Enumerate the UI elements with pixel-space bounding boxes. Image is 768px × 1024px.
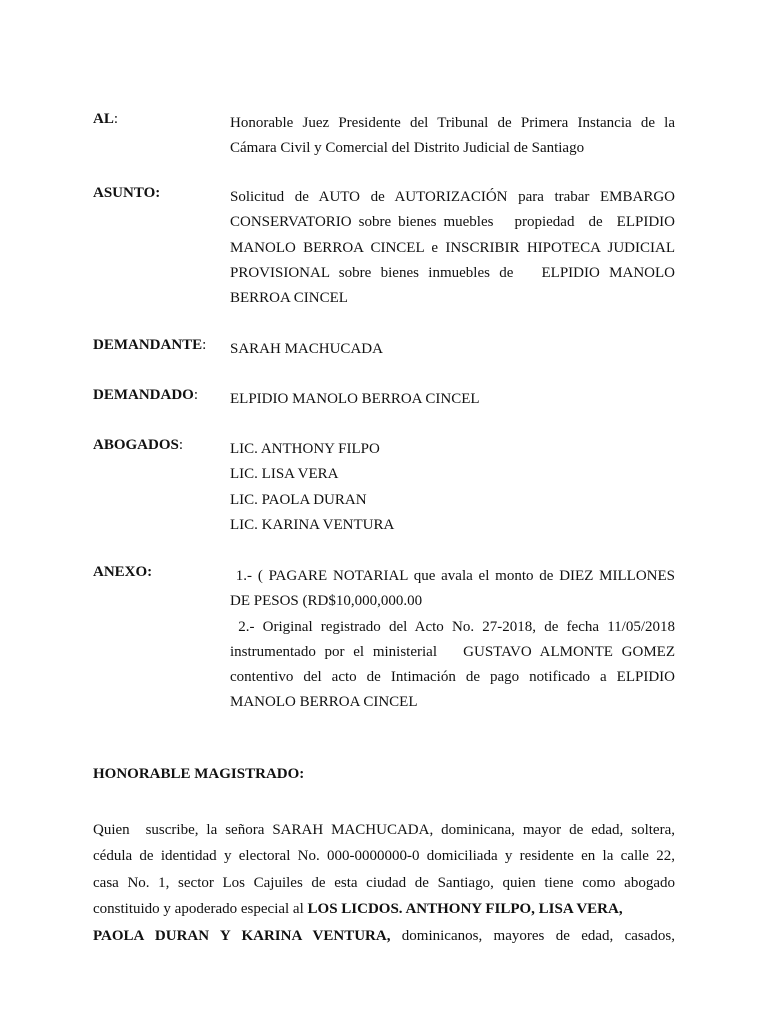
demandante-value: SARAH MACHUCADA	[230, 341, 383, 357]
demandado-value: ELPIDIO MANOLO BERROA CINCEL	[230, 391, 480, 407]
demandante-section	[93, 337, 675, 362]
anexo-section	[93, 564, 675, 716]
anexo-content: 1.- ( PAGARE NOTARIAL que avala el monto de DIEZ MILLONES DE PESOS (RD$10,000,000.00 2.- Original registrado del Acto No. 27-2018, de fecha 11/05/2018 instrumentado por el ministerial GUSTAVO ALMONTE GOMEZ contentivo del acto de Intimación de pago notificado a ELPIDIO MANOLO BERROA CINCEL	[230, 568, 675, 711]
asunto-section	[93, 185, 675, 311]
asunto-content: Solicitud de AUTO de AUTORIZACIÓN para trabar EMBARGO CONSERVATORIO sobre bienes muebles propiedad de ELPIDIO MANOLO BERROA CINCEL e INSCRIBIR HIPOTECA JUDICIAL PROVISIONAL sobre bienes inmuebles de ELPIDIO MANOLO BERROA CINCEL	[230, 189, 675, 307]
demandado-label: DEMANDADO:	[93, 387, 198, 403]
abogados-section	[93, 437, 675, 538]
abogados-list	[230, 437, 675, 538]
salutation-heading: HONORABLE MAGISTRADO:	[93, 766, 305, 782]
al-content: Honorable Juez Presidente del Tribunal de Primera Instancia de la Cámara Civil y Comercial del Distrito Judicial de Santiago	[230, 115, 675, 157]
body-paragraph: Quien suscribe, la señora SARAH MACHUCADA, dominicana, mayor de edad, soltera, cédula de identidad y electoral No. 000-0000000-0 domiciliada y residente en la calle 22, casa No. 1, sector Los Cajuiles de esta ciudad de Santiago, quien tiene como abogado constituido y apoderado especial al LOS LICDOS. ANTHONY FILPO, LISA VERA, PAOLA DURAN Y KARINA VENTURA, dominicanos, mayores de edad, casados,	[93, 822, 676, 944]
abogado-item: LIC. PAOLA DURAN	[230, 491, 367, 508]
demandante-label: DEMANDANTE:	[93, 337, 207, 353]
anexo-label: ANEXO:	[93, 564, 153, 580]
asunto-label: ASUNTO:	[93, 185, 161, 201]
al-label: AL:	[93, 111, 119, 127]
abogado-item: LIC. LISA VERA	[230, 466, 339, 483]
al-section	[93, 111, 675, 162]
abogado-item: LIC. ANTHONY FILPO	[230, 441, 380, 457]
licdos-names: LOS LICDOS. ANTHONY FILPO, LISA VERA,	[307, 901, 623, 918]
abogado-item: LIC. KARINA VENTURA	[230, 516, 395, 533]
licdos-names-cont: PAOLA DURAN Y KARINA VENTURA,	[93, 927, 391, 944]
abogados-label: ABOGADOS:	[93, 437, 184, 453]
demandado-section	[93, 387, 675, 412]
